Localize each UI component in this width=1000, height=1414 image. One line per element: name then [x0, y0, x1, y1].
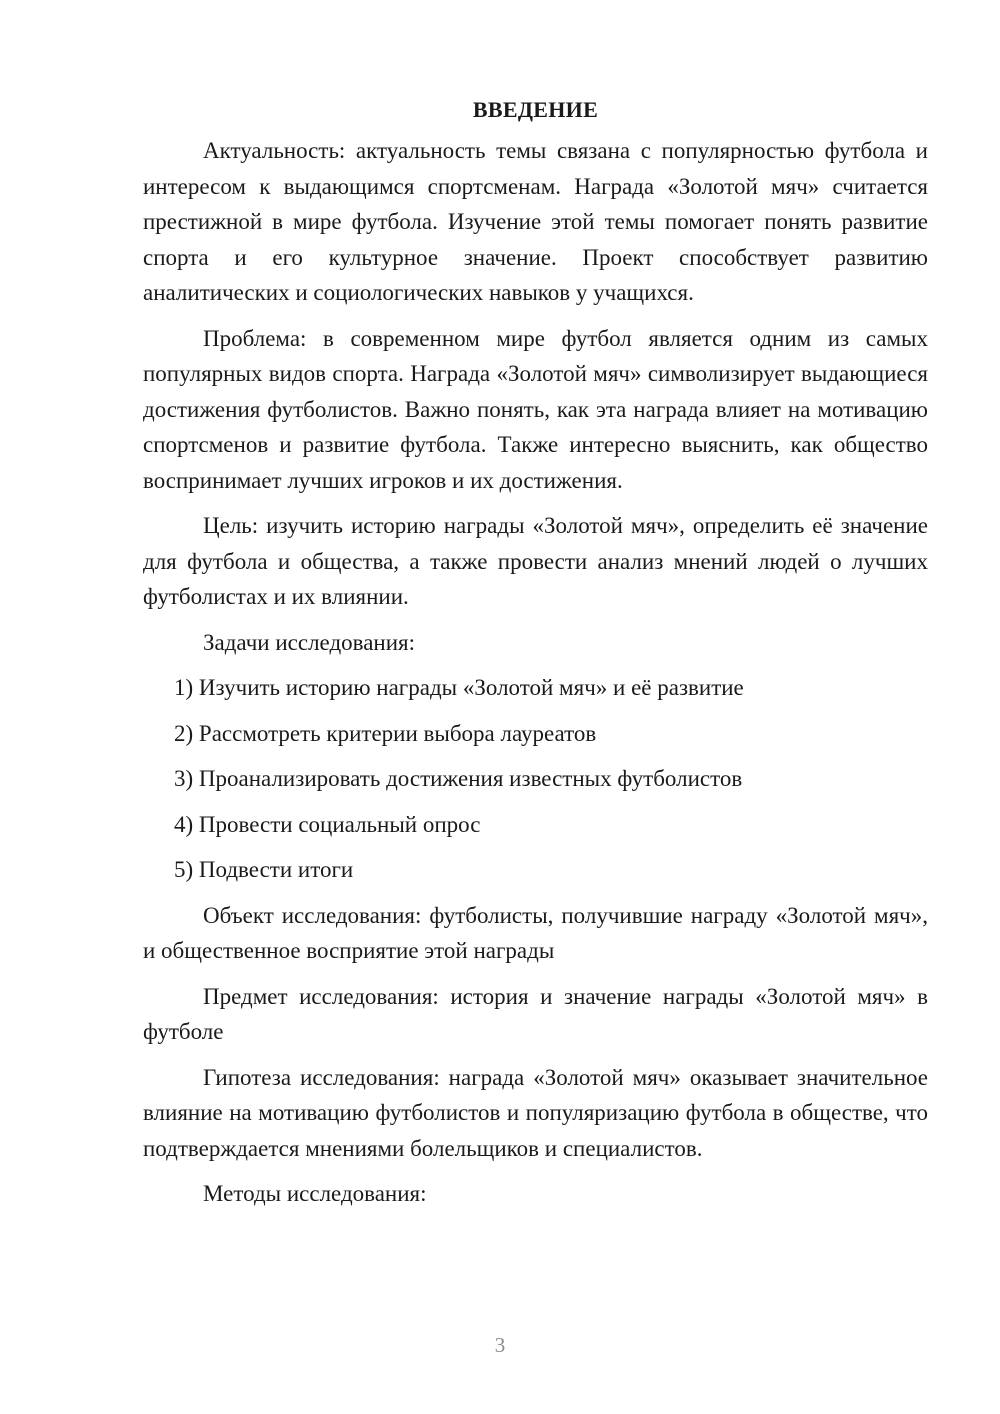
- subject-paragraph: Предмет исследования: история и значение награды «Золотой мяч» в футболе: [143, 983, 928, 1044]
- list-item: 3) Проанализировать достижения известных футболистов: [174, 766, 743, 791]
- list-item: 4) Провести социальный опрос: [174, 811, 481, 837]
- methods-label: Методы исследования:: [203, 1181, 427, 1206]
- list-item: 2) Рассмотреть критерии выбора лауреатов: [174, 720, 597, 746]
- problem-paragraph: Проблема: в современном мире футбол является одним из самых популярных видов спорта. Награда «Золотой мяч» символизирует выдающиеся достижения футболистов. Важно понять, как эта награда влияет на мотивацию спортсменов и развитие футбола. Также интересно выяснить, как общество воспринимает лучших игроков и их достижения.: [143, 325, 928, 493]
- object-paragraph: Объект исследования: футболисты, получившие награду «Золотой мяч», и общественное восприятие этой награды: [143, 902, 928, 963]
- hypothesis-paragraph: Гипотеза исследования: награда «Золотой мяч» оказывает значительное влияние на мотивацию футболистов и популяризацию футбола в обществе, что подтверждается мнениями болельщиков и специалистов.: [143, 1064, 928, 1161]
- section-title: ВВЕДЕНИЕ: [472, 97, 599, 122]
- list-item: 5) Подвести итоги: [174, 857, 354, 882]
- goal-paragraph: Цель: изучить историю награды «Золотой мяч», определить её значение для футбола и общества, а также провести анализ мнений людей о лучших футболистах и их влиянии.: [143, 513, 928, 609]
- document-page: [143, 95, 928, 1222]
- tasks-label: Задачи исследования:: [203, 629, 416, 655]
- relevance-paragraph: Актуальность: актуальность темы связана с популярностью футбола и интересом к выдающимся спортсменам. Награда «Золотой мяч» считается престижной в мире футбола. Изучение этой темы помогает понять развитие спорта и его культурное значение. Проект способствует развитию аналитических и социологических навыков у учащихся.: [143, 138, 928, 305]
- page-number: 3: [494, 1333, 506, 1357]
- list-item: 1) Изучить историю награды «Золотой мяч» и её развитие: [174, 675, 744, 700]
- tasks-list: [143, 670, 928, 888]
